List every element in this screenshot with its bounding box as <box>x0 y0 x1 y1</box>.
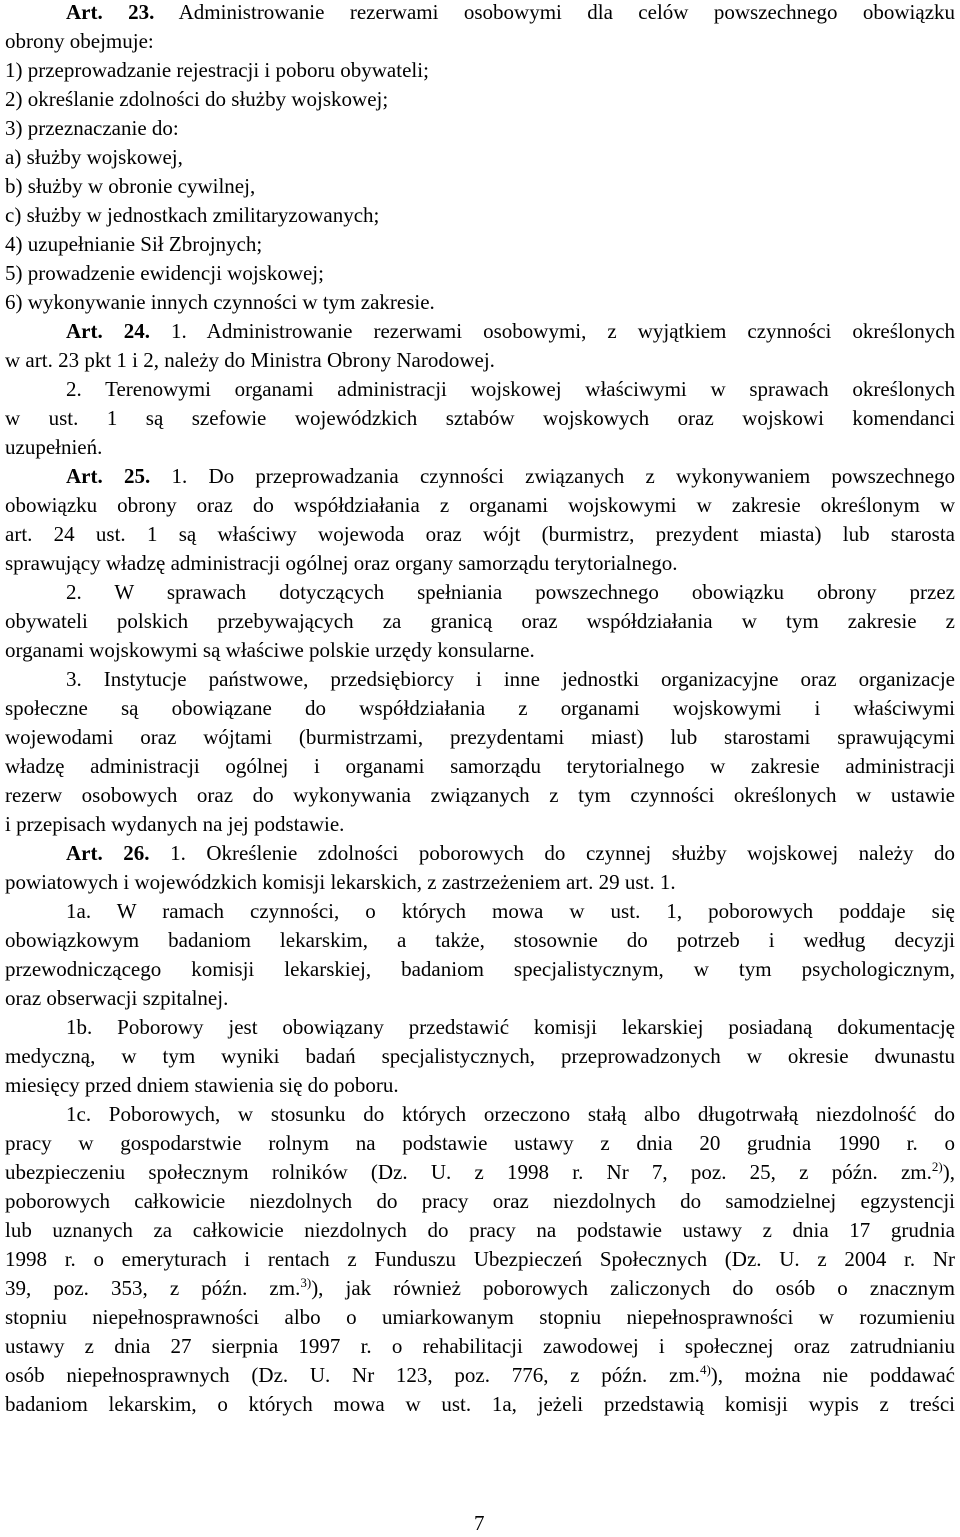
art26-p1a-text-1: 1a. W ramach czynności, o których mowa w ust. 1, poborowych poddaje się <box>66 899 955 923</box>
art26-p1c-line-11: badaniom lekarskim, o których mowa w ust. 1a, jeżeli przedstawią komisji wypis z treści <box>5 1392 955 1416</box>
art23-item-6: 6) wykonywanie innych czynności w tym zakresie. <box>5 290 435 314</box>
art23-item-3a: a) służby wojskowej, <box>5 145 183 169</box>
footnote-ref-3: 3) <box>300 1275 312 1290</box>
art26-p1c-text-10b: ), można nie poddawać <box>710 1363 955 1387</box>
art26-label: Art. 26. <box>66 841 150 865</box>
art24-p2-line-3: uzupełnień. <box>5 435 103 459</box>
art23-text-2: obrony obejmuje: <box>5 29 154 53</box>
art25-label: Art. 25. <box>66 464 151 488</box>
art25-p3-text-1: 3. Instytucje państwowe, przedsiębiorcy i inne jednostki organizacyjne oraz organizacje <box>66 667 955 691</box>
art25-p3-line-2: społeczne są obowiązane do współdziałania z organami wojskowymi i właściwymi <box>5 696 955 720</box>
art24-p2-line-2: w ust. 1 są szefowie wojewódzkich sztabów wojskowych oraz wojskowi komendanci <box>5 406 955 430</box>
art24-p1-num: 1. <box>171 319 187 343</box>
page-number: 7 <box>474 1511 485 1535</box>
art24-label: Art. 24. <box>66 319 150 343</box>
footnote-ref-4: 4) <box>699 1362 711 1377</box>
art25-p1-num: 1. <box>171 464 188 488</box>
art26-p1c-line-8: stopniu niepełnosprawności albo o umiarkowanym stopniu niepełnosprawności w rozumieniu <box>5 1305 955 1329</box>
art26-p1a-line-4: oraz obserwacji szpitalnej. <box>5 986 229 1010</box>
art24-p2-text-1: 2. Terenowymi organami administracji wojskowej właściwymi w sprawach określonych <box>66 377 955 401</box>
art26-p1b-line-1 <box>5 1015 955 1039</box>
art25-p3-line-5: rezerw osobowych oraz do wykonywania związanych z tym czynności określonych w ustawie <box>5 783 955 807</box>
art26-p1-text-1: Określenie zdolności poborowych do czynnej służby wojskowej należy do <box>206 841 956 865</box>
art26-p1c-line-3 <box>5 1160 955 1184</box>
art25-p1-line-1 <box>5 464 955 488</box>
art23-text-1: Administrowanie rezerwami osobowymi dla celów powszechnego obowiązku <box>178 0 956 24</box>
art26-p1-line-2: powiatowych i wojewódzkich komisji lekarskich, z zastrzeżeniem art. 29 ust. 1. <box>5 870 676 894</box>
art23-heading-line <box>5 0 955 24</box>
art23-item-5: 5) prowadzenie ewidencji wojskowej; <box>5 261 324 285</box>
art25-p3-line-1 <box>5 667 955 691</box>
art26-p1a-line-3: przewodniczącego komisji lekarskiej, badaniom specjalistycznym, w tym psychologicznym, <box>5 957 955 981</box>
art26-p1-num: 1. <box>170 841 186 865</box>
art26-p1c-text-7a: 39, poz. 353, z późn. zm. <box>5 1276 301 1300</box>
art26-p1c-text-1: 1c. Poborowych, w stosunku do których orzeczono stałą albo długotrwałą niezdolność do <box>66 1102 955 1126</box>
art26-p1c-line-5: lub uznanych za całkowicie niezdolnych do pracy na podstawie ustawy z dnia 17 grudnia <box>5 1218 955 1242</box>
art26-p1c-line-2: pracy w gospodarstwie rolnym na podstawie ustawy z dnia 20 grudnia 1990 r. o <box>5 1131 955 1155</box>
art25-p1-line-4: sprawujący władzę administracji ogólnej oraz organy samorządu terytorialnego. <box>5 551 678 575</box>
art23-label: Art. 23. <box>66 0 155 24</box>
art25-p1-line-3: art. 24 ust. 1 są właściwy wojewoda oraz wójt (burmistrz, prezydent miasta) lub starosta <box>5 522 955 546</box>
art26-p1c-text-7b: ), jak również poborowych zaliczonych do osób o znacznym <box>311 1276 956 1300</box>
art26-p1c-text-3b: ), <box>942 1160 955 1184</box>
art25-p1-line-2: obowiązku obrony oraz do współdziałania z organami wojskowymi w zakresie określonym w <box>5 493 955 517</box>
art26-p1-line-1 <box>5 841 955 865</box>
art26-p1b-line-2: medyczną, w tym wyniki badań specjalistycznych, przeprowadzonych w okresie dwunastu <box>5 1044 955 1068</box>
art23-item-3c: c) służby w jednostkach zmilitaryzowanych; <box>5 203 380 227</box>
art24-p1-text-1: Administrowanie rezerwami osobowymi, z wyjątkiem czynności określonych <box>206 319 956 343</box>
art26-p1c-line-4: poborowych całkowicie niezdolnych do pracy oraz niezdolnych do samodzielnej egzystencji <box>5 1189 955 1213</box>
art26-p1c-line-7 <box>5 1276 955 1300</box>
art25-p1-text-1: Do przeprowadzania czynności związanych z wykonywaniem powszechnego <box>208 464 956 488</box>
art25-p3-line-4: władzę administracji ogólnej i organami samorządu terytorialnego w zakresie administracji <box>5 754 955 778</box>
art26-p1c-line-1 <box>5 1102 955 1126</box>
art24-p2-line-1 <box>5 377 955 401</box>
art26-p1c-text-3a: ubezpieczeniu społecznym rolników (Dz. U. z 1998 r. Nr 7, poz. 25, z późn. zm. <box>5 1160 932 1184</box>
art25-p2-line-2: obywateli polskich przebywających za granicą oraz współdziałania w tym zakresie z <box>5 609 955 633</box>
art25-p2-text-1: 2. W sprawach dotyczących spełniania powszechnego obowiązku obrony przez <box>66 580 955 604</box>
art26-p1a-line-2: obowiązkowym badaniom lekarskim, a także, stosownie do potrzeb i według decyzji <box>5 928 955 952</box>
art23-item-2: 2) określanie zdolności do służby wojskowej; <box>5 87 389 111</box>
art26-p1c-line-9: ustawy z dnia 27 sierpnia 1997 r. o rehabilitacji zawodowej i społecznej oraz zatrudnianiu <box>5 1334 955 1358</box>
art26-p1b-line-3: miesięcy przed dniem stawienia się do poboru. <box>5 1073 399 1097</box>
art23-item-1: 1) przeprowadzanie rejestracji i poboru obywateli; <box>5 58 429 82</box>
art23-item-3b: b) służby w obronie cywilnej, <box>5 174 256 198</box>
art25-p2-line-1 <box>5 580 955 604</box>
art25-p2-line-3: organami wojskowymi są właściwe polskie urzędy konsularne. <box>5 638 535 662</box>
art23-item-4: 4) uzupełnianie Sił Zbrojnych; <box>5 232 263 256</box>
art23-item-3: 3) przeznaczanie do: <box>5 116 179 140</box>
art24-p1-line-1 <box>5 319 955 343</box>
art25-p3-line-3: wojewodami oraz wójtami (burmistrzami, prezydentami miast) lub starostami sprawującymi <box>5 725 955 749</box>
art26-p1c-line-6: 1998 r. o emeryturach i rentach z Funduszu Ubezpieczeń Społecznych (Dz. U. z 2004 r. Nr <box>5 1247 955 1271</box>
art26-p1b-text-1: 1b. Poborowy jest obowiązany przedstawić komisji lekarskiej posiadaną dokumentację <box>66 1015 955 1039</box>
art26-p1c-line-10 <box>5 1363 955 1387</box>
art26-p1c-text-10a: osób niepełnosprawnych (Dz. U. Nr 123, poz. 776, z późn. zm. <box>5 1363 700 1387</box>
art26-p1a-line-1 <box>5 899 955 923</box>
footnote-ref-2: 2) <box>931 1159 943 1174</box>
art24-p1-line-2: w art. 23 pkt 1 i 2, należy do Ministra Obrony Narodowej. <box>5 348 495 372</box>
art25-p3-line-6: i przepisach wydanych na jej podstawie. <box>5 812 345 836</box>
